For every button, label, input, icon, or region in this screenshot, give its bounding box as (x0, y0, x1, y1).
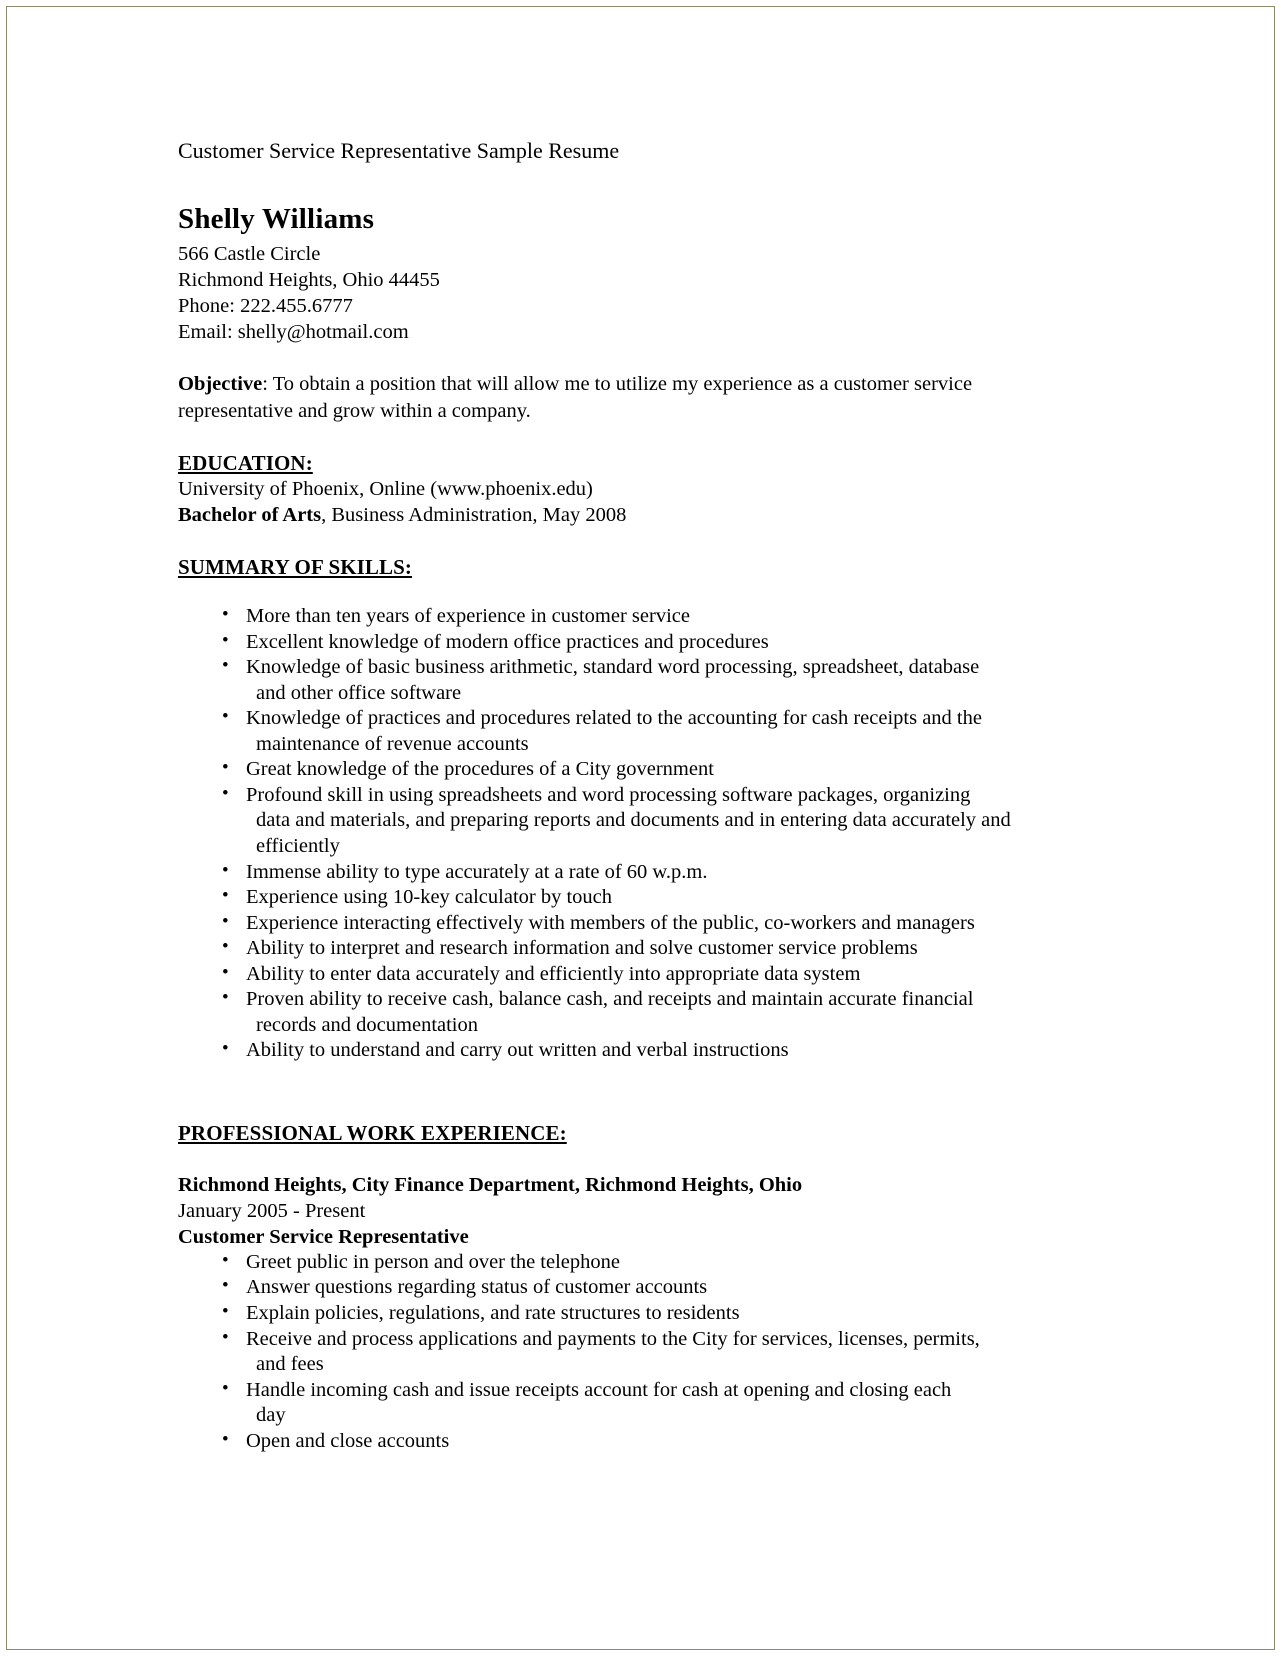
duty-text-cont: and fees (256, 1353, 324, 1376)
job-duties-list (178, 1250, 1058, 1454)
list-item (214, 655, 1058, 706)
duty-text-cont: day (256, 1404, 286, 1427)
list-item (214, 1327, 1058, 1378)
education-degree-line (178, 502, 1058, 528)
education-degree-rest: , Business Administration, May 2008 (321, 504, 627, 527)
skill-text: Ability to enter data accurately and efficiently into appropriate data system (246, 962, 861, 985)
skill-text: Proven ability to receive cash, balance cash, and receipts and maintain accurate financial (246, 988, 974, 1011)
skill-text: Profound skill in using spreadsheets and word processing software packages, organizing (246, 783, 971, 806)
skill-text: More than ten years of experience in customer service (246, 605, 690, 628)
skill-text-cont: data and materials, and preparing reports and documents and in entering data accurately and efficiently (256, 809, 1011, 857)
list-item (214, 1378, 1058, 1429)
candidate-name: Shelly Williams (178, 203, 375, 236)
candidate-address-street: 566 Castle Circle (178, 243, 321, 266)
job-dates: January 2005 - Present (178, 1199, 366, 1222)
objective-label: Objective (178, 373, 263, 396)
spacer-after-skills (178, 1064, 1058, 1120)
candidate-phone: Phone: 222.455.6777 (178, 295, 353, 318)
section-heading-work-experience: PROFESSIONAL WORK EXPERIENCE: (178, 1120, 567, 1145)
skill-text: Great knowledge of the procedures of a City government (246, 758, 714, 781)
skill-text: Ability to understand and carry out written and verbal instructions (246, 1039, 789, 1062)
skills-list (178, 604, 1058, 1063)
objective-text: To obtain a position that will allow me to utilize my experience as a customer service representative and grow within a company. (178, 373, 973, 422)
duty-text: Open and close accounts (246, 1429, 450, 1452)
list-item (214, 885, 1058, 911)
skill-text: Knowledge of practices and procedures related to the accounting for cash receipts and the (246, 707, 982, 730)
candidate-email: Email: shelly@hotmail.com (178, 321, 409, 344)
spacer-after-education (178, 528, 1058, 554)
document-title: Customer Service Representative Sample Resume (178, 138, 620, 163)
list-item (214, 783, 1058, 860)
list-item (214, 757, 1058, 783)
list-item (214, 860, 1058, 886)
skill-text-cont: records and documentation (256, 1013, 479, 1036)
duty-text: Handle incoming cash and issue receipts account for cash at opening and closing each (246, 1378, 952, 1401)
education-degree: Bachelor of Arts (178, 504, 322, 527)
skill-text-cont: and other office software (256, 681, 462, 704)
spacer-after-objective (178, 424, 1058, 450)
job-organization: Richmond Heights, City Finance Department, Richmond Heights, Ohio (178, 1173, 803, 1196)
list-item (214, 1275, 1058, 1301)
objective-separator: : (262, 373, 273, 396)
section-heading-skills: SUMMARY OF SKILLS: (178, 555, 413, 580)
resume-content (178, 138, 1058, 1454)
skill-text: Knowledge of basic business arithmetic, standard word processing, spreadsheet, database (246, 656, 980, 679)
list-item (214, 936, 1058, 962)
skill-text: Immense ability to type accurately at a rate of 60 w.p.m. (246, 860, 708, 883)
list-item (214, 1301, 1058, 1327)
job-role: Customer Service Representative (178, 1225, 469, 1248)
section-heading-education: EDUCATION: (178, 450, 313, 475)
candidate-address-city: Richmond Heights, Ohio 44455 (178, 269, 440, 292)
skill-text: Ability to interpret and research information and solve customer service problems (246, 937, 918, 960)
list-item (214, 911, 1058, 937)
list-item (214, 604, 1058, 630)
list-item (214, 630, 1058, 656)
list-item (214, 1429, 1058, 1455)
list-item (214, 962, 1058, 988)
duty-text: Receive and process applications and payments to the City for services, licenses, permits, (246, 1327, 980, 1350)
duty-text: Explain policies, regulations, and rate structures to residents (246, 1302, 740, 1324)
skill-text-cont: maintenance of revenue accounts (256, 732, 529, 755)
skill-text: Experience interacting effectively with members of the public, co-workers and managers (246, 911, 975, 934)
spacer-before-skills-list (178, 580, 1058, 604)
education-school: University of Phoenix, Online (www.phoenix.edu) (178, 478, 593, 501)
list-item (214, 987, 1058, 1038)
spacer-after-contact (178, 345, 1058, 371)
duty-text: Answer questions regarding status of customer accounts (246, 1276, 708, 1299)
list-item (214, 1250, 1058, 1276)
skill-text: Experience using 10-key calculator by touch (246, 886, 613, 909)
objective-paragraph (178, 371, 1058, 423)
duty-text: Greet public in person and over the telephone (246, 1250, 620, 1273)
list-item (214, 706, 1058, 757)
skill-text: Excellent knowledge of modern office practices and procedures (246, 630, 769, 653)
list-item (214, 1038, 1058, 1064)
spacer-before-job (178, 1146, 1058, 1172)
